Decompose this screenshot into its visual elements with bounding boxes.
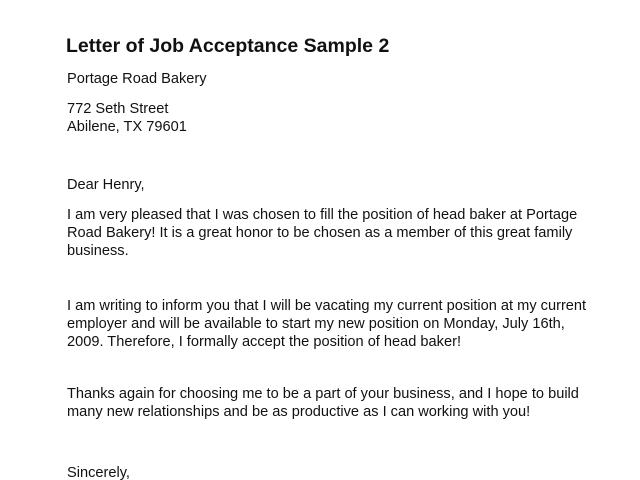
recipient-company: Portage Road Bakery — [67, 71, 207, 87]
letter-title: Letter of Job Acceptance Sample 2 — [66, 35, 390, 57]
paragraph-line: Thanks again for choosing me to be a part of your business, and I hope to build — [67, 386, 579, 402]
paragraph-2 — [67, 297, 586, 351]
paragraph-3 — [67, 385, 579, 421]
salutation: Dear Henry, — [67, 177, 145, 193]
recipient-address — [67, 100, 187, 136]
paragraph-line: I am very pleased that I was chosen to fill the position of head baker at Portage — [67, 207, 578, 223]
paragraph-line: Road Bakery! It is a great honor to be chosen as a member of this great family — [67, 225, 573, 241]
paragraph-line: many new relationships and be as productive as I can working with you! — [67, 404, 531, 420]
paragraph-line: I am writing to inform you that I will be vacating my current position at my current — [67, 298, 587, 314]
paragraph-line: business. — [67, 243, 129, 259]
paragraph-line: employer and will be available to start my new position on Monday, July 16th, — [67, 316, 565, 332]
address-city: Abilene, TX 79601 — [67, 119, 187, 135]
closing: Sincerely, — [67, 465, 130, 480]
paragraph-line: 2009. Therefore, I formally accept the position of head baker! — [67, 334, 461, 350]
paragraph-1 — [67, 206, 577, 260]
address-street: 772 Seth Street — [67, 101, 169, 117]
